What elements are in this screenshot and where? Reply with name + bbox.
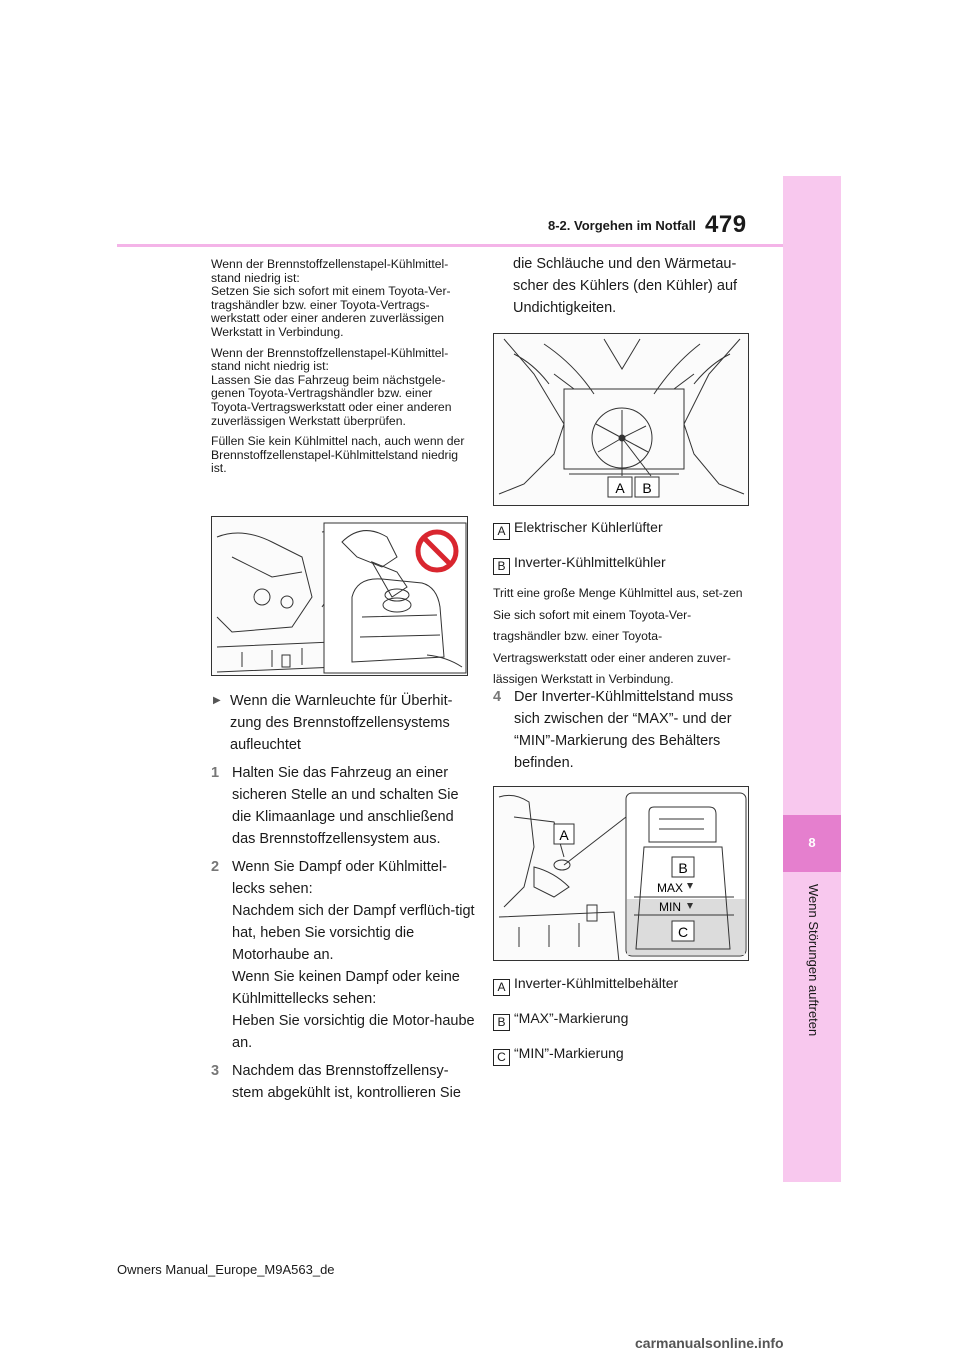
- step-3-continuation: die Schläuche und den Wärmetau-scher des Kühlers (den Kühler) auf Undichtigkeiten.: [513, 256, 738, 316]
- label-text: “MAX”-Markierung: [514, 1010, 629, 1026]
- callout-a: A: [559, 827, 569, 843]
- callout-c: C: [677, 924, 689, 940]
- no-refill-illustration: [212, 517, 468, 676]
- callout-b: B: [642, 480, 652, 496]
- label-row: [493, 1044, 624, 1066]
- radiator-illustration: [494, 334, 749, 506]
- chapter-number: 8: [808, 835, 816, 850]
- watermark: carmanualsonline.info: [635, 1335, 784, 1351]
- section-title: 8-2. Vorgehen im Notfall: [548, 218, 696, 233]
- chapter-title: Wenn Störungen auftreten: [806, 884, 821, 1037]
- step-number: 3: [211, 1063, 220, 1079]
- header-divider: [117, 244, 783, 247]
- max-mark: MAX: [656, 881, 684, 895]
- note-paragraph: Füllen Sie kein Kühlmittel nach, auch wenn der Brennstoffzellenstapel-Kühlmittelstand niedrig ist.: [211, 434, 465, 476]
- page-number: 479: [705, 211, 747, 238]
- note-paragraph: Wenn der Brennstoffzellenstapel-Kühlmittel-stand niedrig ist: Setzen Sie sich sofort mit einem Toyota-Ver-tragshändler bzw. einer Toyota-Vertrags-werkstatt oder einer anderen zuverlässigen Werkstatt in Verbindung.: [211, 257, 451, 339]
- label-row: [493, 553, 666, 575]
- bullet-heading: [211, 690, 473, 756]
- figure-reservoir: [493, 786, 749, 961]
- step-text: Halten Sie das Fahrzeug an einer sicheren Stelle an und schalten Sie die Klimaanlage und anschließend das Brennstoffzellensystem aus.: [232, 765, 459, 847]
- label-letter: B: [493, 558, 510, 575]
- label-row: [493, 974, 678, 996]
- step-1: [211, 762, 479, 850]
- step-number: 4: [493, 689, 502, 705]
- label-row: [493, 518, 663, 540]
- bullet-marker-icon: ▶: [213, 695, 221, 706]
- step-3: [211, 1060, 479, 1104]
- label-text: “MIN”-Markierung: [514, 1045, 624, 1061]
- figure-no-refill: [211, 516, 468, 676]
- footer-text: Owners Manual_Europe_M9A563_de: [117, 1262, 335, 1277]
- step-text: Nachdem das Brennstoffzellensy-stem abgekühlt ist, kontrollieren Sie: [232, 1063, 461, 1101]
- chapter-number-box: [783, 815, 841, 872]
- min-mark: MIN: [659, 900, 681, 914]
- left-notes: [211, 258, 471, 483]
- bullet-text: Wenn die Warnleuchte für Überhit-zung des Brennstoffzellensystems aufleuchtet: [230, 693, 453, 753]
- label-letter: C: [493, 1049, 510, 1066]
- label-letter: A: [493, 523, 510, 540]
- step-number: 1: [211, 765, 220, 781]
- step-number: 2: [211, 859, 220, 875]
- leak-note: Tritt eine große Menge Kühlmittel aus, set-zen Sie sich sofort mit einem Toyota-Ver-tragshändler bzw. einer Toyota-Vertragswerkstatt oder einer anderen zuver-lässigen Werkstatt in Verbindung.: [493, 586, 743, 687]
- label-letter: B: [493, 1014, 510, 1031]
- step-2: [211, 856, 479, 1054]
- label-letter: A: [493, 979, 510, 996]
- step-text: Der Inverter-Kühlmittelstand muss sich zwischen der “MAX”- und der “MIN”-Markierung des Behälters befinden.: [514, 689, 734, 771]
- reservoir-illustration: [494, 787, 749, 961]
- callout-a: A: [615, 480, 625, 496]
- label-row: [493, 1009, 628, 1031]
- step-4: [493, 686, 755, 774]
- step-text: Wenn Sie Dampf oder Kühlmittel-lecks sehen: Nachdem sich der Dampf verflüch-tigt hat, heben Sie vorsichtig die Motorhaube an. Wenn Sie keinen Dampf oder keine Kühlmittellecks sehen: Heben Sie vorsichtig die Motor-haube an.: [232, 859, 475, 1051]
- note-paragraph: Wenn der Brennstoffzellenstapel-Kühlmittel-stand nicht niedrig ist: Lassen Sie das Fahrzeug beim nächstgele-genen Toyota-Vertragshändler bzw. einer Toyota-Vertragswerkstatt oder einer anderen zuverlässigen Werkstatt überprüfen.: [211, 345, 452, 428]
- label-text: Elektrischer Kühlerlüfter: [514, 519, 663, 535]
- figure-radiator: [493, 333, 749, 506]
- callout-b: B: [678, 860, 688, 876]
- label-text: Inverter-Kühlmittelkühler: [514, 554, 666, 570]
- label-text: Inverter-Kühlmittelbehälter: [514, 975, 679, 991]
